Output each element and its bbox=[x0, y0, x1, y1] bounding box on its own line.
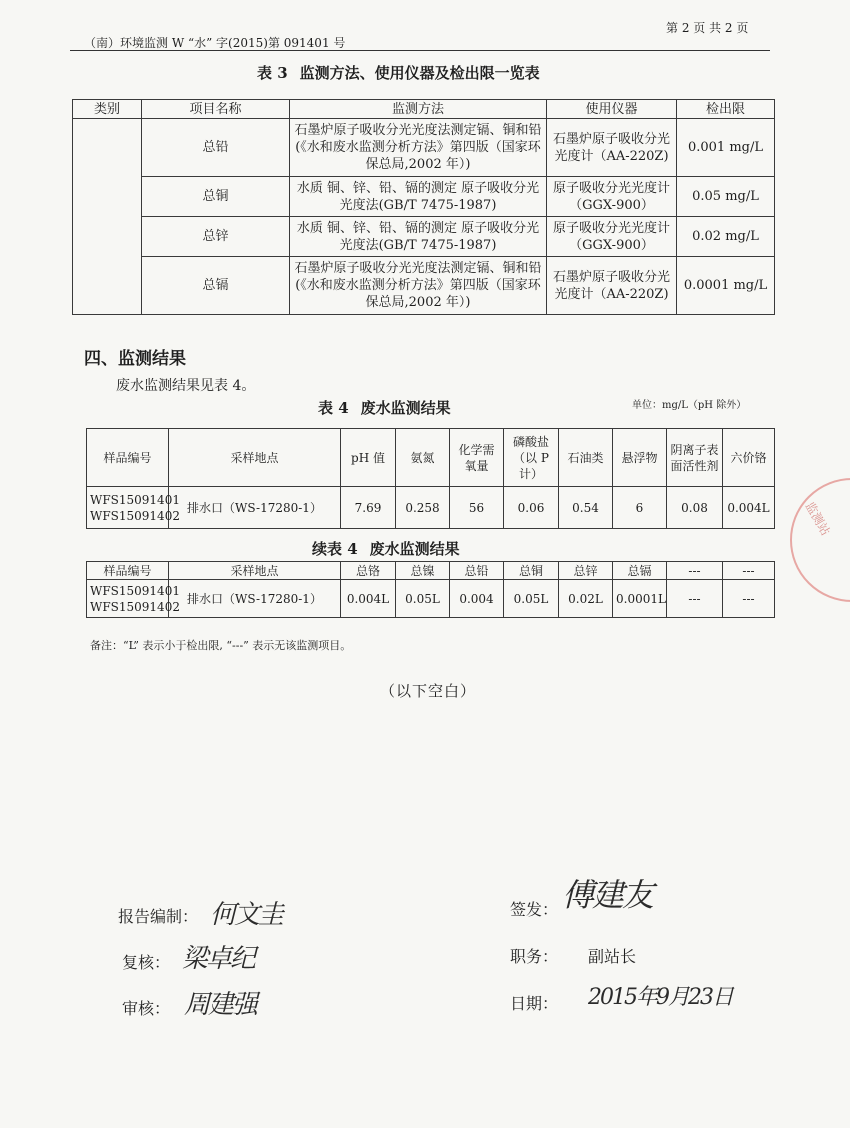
table4-header-cell: pH 值 bbox=[341, 429, 396, 487]
table4b-caption bbox=[312, 538, 460, 559]
table4-value-cell: 0.06 bbox=[504, 487, 559, 529]
table4b-value-cell: --- bbox=[667, 580, 723, 618]
table3-header-cell: 监测方法 bbox=[290, 100, 547, 119]
table3-header-row bbox=[73, 100, 775, 119]
page-number: 第 2 页 共 2 页 bbox=[666, 21, 749, 35]
table3-header-cell: 使用仪器 bbox=[547, 100, 677, 119]
table3-item-cell: 总锌 bbox=[142, 217, 290, 257]
table4b-value-cell: 0.004 bbox=[450, 580, 504, 618]
table4b-header-cell: 采样地点 bbox=[169, 562, 341, 580]
issue-label: 签发： bbox=[510, 900, 559, 919]
table-row bbox=[87, 580, 775, 618]
table4b-value-cell: 0.0001L bbox=[613, 580, 667, 618]
table3-header-cell: 检出限 bbox=[677, 100, 775, 119]
position-label: 职务： bbox=[510, 947, 559, 966]
table-row bbox=[73, 257, 775, 315]
table4-sample-cell bbox=[87, 487, 180, 529]
stamp-text: 监测站 bbox=[802, 499, 833, 538]
table3-limit-cell: 0.02 mg/L bbox=[677, 217, 775, 257]
review-label: 复核： bbox=[122, 953, 171, 972]
table3-caption-number: 表 3 bbox=[257, 64, 288, 82]
date-value: 2015年9月23日 bbox=[588, 985, 732, 1010]
table3-header-cell: 项目名称 bbox=[142, 100, 290, 119]
table4-caption bbox=[318, 397, 451, 418]
issue-signature: 傅建友 bbox=[562, 876, 653, 914]
table4b-sample-cell bbox=[87, 580, 180, 618]
sample-id: WFS15091401 bbox=[90, 583, 180, 598]
table4b-value-cell: 0.02L bbox=[559, 580, 613, 618]
audit-signature: 周建强 bbox=[184, 990, 257, 1020]
header-rule bbox=[70, 50, 770, 51]
table4-value-cell: 0.54 bbox=[559, 487, 613, 529]
table4-caption-number: 表 4 bbox=[318, 399, 349, 417]
table4b-header-cell: --- bbox=[667, 562, 723, 580]
table4-header-row bbox=[87, 429, 775, 487]
table3-method-cell: 石墨炉原子吸收分光光度法测定镉、铜和铅(《水和废水监测分析方法》第四版（国家环保总局,2002 年）) bbox=[290, 119, 547, 177]
table4b-header-cell: 总铬 bbox=[341, 562, 396, 580]
table4-value-cell: 0.08 bbox=[667, 487, 723, 529]
review-signature: 梁卓纪 bbox=[182, 944, 255, 974]
table4-value-cell: 7.69 bbox=[341, 487, 396, 529]
table4-value-cell: 56 bbox=[450, 487, 504, 529]
table3-caption bbox=[257, 62, 540, 83]
table-note: 备注：“L” 表示小于检出限, “---” 表示无该监测项目。 bbox=[90, 639, 352, 652]
table4b-value-cell: --- bbox=[723, 580, 775, 618]
table3-methods bbox=[72, 99, 775, 315]
table4b-header-cell: 总镍 bbox=[396, 562, 450, 580]
table4b-header-cell: 样品编号 bbox=[87, 562, 169, 580]
date-label: 日期： bbox=[510, 994, 559, 1013]
blank-below-note: （以下空白） bbox=[380, 682, 477, 700]
table4b-header-cell: --- bbox=[723, 562, 775, 580]
position-value: 副站长 bbox=[588, 947, 637, 966]
table4b-caption-number: 续表 4 bbox=[312, 540, 358, 558]
table3-instrument-cell: 石墨炉原子吸收分光光度计（AA-220Z) bbox=[547, 119, 677, 177]
table4b-header-row bbox=[87, 562, 775, 580]
table4-header-cell: 磷酸盐（以 P 计） bbox=[504, 429, 559, 487]
table4b-header-cell: 总铅 bbox=[450, 562, 504, 580]
table3-limit-cell: 0.001 mg/L bbox=[677, 119, 775, 177]
section-heading: 四、监测结果 bbox=[84, 349, 186, 369]
table4b-header-cell: 总铜 bbox=[504, 562, 559, 580]
table4-header-cell: 氨氮 bbox=[396, 429, 450, 487]
report-number: （南）环境监测 W “水” 字(2015)第 091401 号 bbox=[84, 36, 346, 50]
sample-id: WFS15091402 bbox=[90, 508, 180, 523]
table4b-caption-title: 废水监测结果 bbox=[369, 540, 460, 558]
compiled-label: 报告编制： bbox=[118, 907, 199, 926]
table3-method-cell: 水质 铜、锌、铅、镉的测定 原子吸收分光光度法(GB/T 7475-1987) bbox=[290, 217, 547, 257]
table-row bbox=[73, 119, 775, 177]
table3-item-cell: 总镉 bbox=[142, 257, 290, 315]
table4b-header-cell: 总镉 bbox=[613, 562, 667, 580]
table3-item-cell: 总铅 bbox=[142, 119, 290, 177]
table3-method-cell: 水质 铜、锌、铅、镉的测定 原子吸收分光光度法(GB/T 7475-1987) bbox=[290, 177, 547, 217]
table4b-location-cell: 排水口（WS-17280-1） bbox=[169, 580, 341, 618]
table3-limit-cell: 0.0001 mg/L bbox=[677, 257, 775, 315]
table4b-value-cell: 0.004L bbox=[341, 580, 396, 618]
table3-instrument-cell: 原子吸收分光光度计（GGX-900） bbox=[547, 217, 677, 257]
table4b-results bbox=[86, 561, 775, 618]
table4-value-cell: 0.258 bbox=[396, 487, 450, 529]
sample-id: WFS15091401 bbox=[90, 492, 180, 507]
table4-unit: 单位：mg/L（pH 除外） bbox=[632, 400, 747, 411]
table-row bbox=[73, 217, 775, 257]
table3-instrument-cell: 原子吸收分光光度计（GGX-900） bbox=[547, 177, 677, 217]
table4b-value-cell: 0.05L bbox=[396, 580, 450, 618]
table3-header-cell: 类别 bbox=[73, 100, 142, 119]
table3-instrument-cell: 石墨炉原子吸收分光光度计（AA-220Z) bbox=[547, 257, 677, 315]
table4-header-cell: 石油类 bbox=[559, 429, 613, 487]
table4-header-cell: 六价铬 bbox=[723, 429, 775, 487]
table3-caption-title: 监测方法、使用仪器及检出限一览表 bbox=[299, 64, 540, 82]
table4-value-cell: 6 bbox=[613, 487, 667, 529]
table3-category-cell bbox=[73, 119, 142, 315]
table4b-header-cell: 总锌 bbox=[559, 562, 613, 580]
table4-header-cell: 采样地点 bbox=[169, 429, 341, 487]
compiled-signature: 何文圭 bbox=[210, 900, 283, 930]
table4-header-cell: 悬浮物 bbox=[613, 429, 667, 487]
table3-item-cell: 总铜 bbox=[142, 177, 290, 217]
table3-limit-cell: 0.05 mg/L bbox=[677, 177, 775, 217]
table4-results bbox=[86, 428, 775, 529]
table4-header-cell: 化学需氧量 bbox=[450, 429, 504, 487]
table3-method-cell: 石墨炉原子吸收分光光度法测定镉、铜和铅(《水和废水监测分析方法》第四版（国家环保总局,2002 年）) bbox=[290, 257, 547, 315]
table4b-value-cell: 0.05L bbox=[504, 580, 559, 618]
table4-caption-title: 废水监测结果 bbox=[360, 399, 451, 417]
table4-header-cell: 样品编号 bbox=[87, 429, 169, 487]
table-row bbox=[87, 487, 775, 529]
sample-id: WFS15091402 bbox=[90, 599, 180, 614]
audit-label: 审核： bbox=[122, 999, 171, 1018]
official-stamp bbox=[790, 478, 850, 602]
table4-value-cell: 0.004L bbox=[723, 487, 775, 529]
table4-location-cell: 排水口（WS-17280-1） bbox=[169, 487, 341, 529]
section-intro: 废水监测结果见表 4。 bbox=[116, 378, 256, 394]
table4-header-cell: 阴离子表面活性剂 bbox=[667, 429, 723, 487]
table-row bbox=[73, 177, 775, 217]
